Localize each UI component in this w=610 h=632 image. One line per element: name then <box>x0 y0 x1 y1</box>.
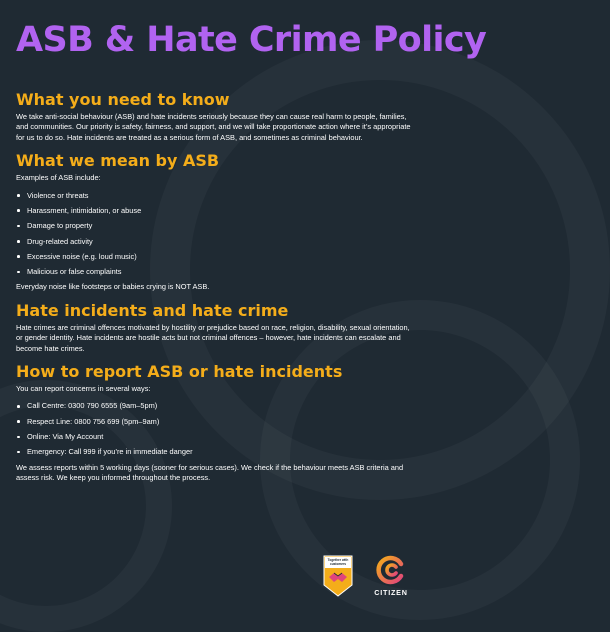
list-item: Malicious or false complaints <box>16 264 415 279</box>
footer-logos <box>323 555 411 597</box>
section-how-to-report <box>16 362 415 483</box>
section-heading: Hate incidents and hate crime <box>16 300 289 320</box>
section-intro: Examples of ASB include: <box>16 173 101 183</box>
citizen-logo <box>371 555 411 597</box>
badge-text: Together with customers <box>327 558 349 566</box>
asb-examples-list <box>16 188 415 280</box>
report-methods-list <box>16 398 415 459</box>
section-what-you-need-to-know <box>16 90 415 143</box>
section-body: Hate crimes are criminal offences motivated by hostility or prejudice based on race, religion, disability, sexual orientation, or gender identity. Hate incidents are hostile acts but not criminal offences – however, hate incidents can escalate and become hate crimes. <box>16 322 410 353</box>
section-hate-incidents <box>16 301 415 354</box>
together-with-customers-badge <box>323 555 353 597</box>
section-what-we-mean-by-asb <box>16 151 415 293</box>
section-body: We assess reports within 5 working days (sooner for serious cases). We check if the behaviour meets ASB criteria and assess risk. We keep you informed throughout the process. <box>16 462 404 483</box>
list-item: Violence or threats <box>16 188 415 203</box>
section-heading: What you need to know <box>16 90 230 109</box>
section-body: We take anti-social behaviour (ASB) and hate incidents seriously because they can cause real harm to people, families, and communities. Our priority is safety, fairness, and support, and we will take proportionate action where it’s appropriate for us to do so. Hate incidents are treated as a serious form of ASB, and sometimes as criminal behaviour. <box>16 112 411 142</box>
list-item: Harassment, intimidation, or abuse <box>16 203 415 218</box>
list-item: Call Centre: 0300 790 6555 (9am–5pm) <box>16 398 415 413</box>
brand-name: CITIZEN <box>374 588 408 597</box>
list-item: Excessive noise (e.g. loud music) <box>16 249 415 264</box>
list-item: Respect Line: 0800 756 699 (5pm–9am) <box>16 414 415 429</box>
list-item: Drug-related activity <box>16 234 415 249</box>
section-intro: You can report concerns in several ways: <box>16 384 151 394</box>
list-item: Damage to property <box>16 218 415 233</box>
section-heading: How to report ASB or hate incidents <box>16 362 343 382</box>
list-item: Emergency: Call 999 if you’re in immediate danger <box>16 444 415 459</box>
list-item: Online: Via My Account <box>16 429 415 444</box>
citizen-logo-icon <box>376 555 406 585</box>
section-heading: What we mean by ASB <box>16 151 220 171</box>
page-title: ASB & Hate Crime Policy <box>16 20 487 60</box>
section-note: Everyday noise like footsteps or babies crying is NOT ASB. <box>16 282 210 292</box>
